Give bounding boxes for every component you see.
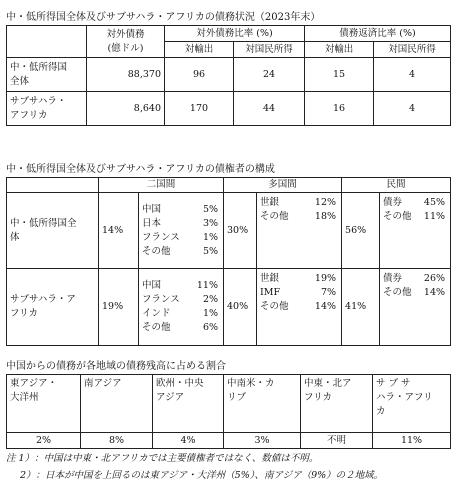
bilateral-breakdown [139, 269, 224, 346]
bilateral-total: 14% [99, 193, 139, 269]
region-header: 南アジア [81, 375, 153, 433]
region-header: 欧州・中央 アジア [153, 375, 224, 433]
header-exports: 対輸出 [165, 42, 234, 58]
header-exports: 対輸出 [305, 42, 374, 58]
debt-status-table [6, 25, 451, 126]
region-header: 東アジア・ 大洋州 [7, 375, 81, 433]
table-row [7, 193, 451, 269]
list-item: 世銀 19% [260, 273, 337, 284]
ratio-gni-value: 24 [234, 58, 305, 92]
row-label: 中・低所得国 全体 [7, 58, 87, 92]
row-label: 中・低所得国全 体 [7, 193, 99, 269]
multilateral-total: 30% [224, 193, 257, 269]
header-external-debt: 対外債務 (億ドル) [87, 26, 165, 58]
service-exports-value: 16 [305, 92, 374, 126]
list-item: その他 18% [260, 211, 337, 222]
header-empty [7, 178, 99, 193]
header-bilateral: 二国間 [99, 178, 224, 193]
service-gni-value: 4 [374, 58, 451, 92]
table-row [7, 269, 451, 346]
footnote-1: 注 1）：中国は中東・北アフリカでは主要債権者ではなく、数値は不明。 [6, 453, 319, 464]
region-header: サ ブ サ ハラ・アフリ カ [373, 375, 451, 433]
list-item: その他 11% [383, 211, 446, 222]
share-value: 4% [153, 433, 224, 449]
share-value: 3% [224, 433, 301, 449]
table-row [7, 58, 451, 92]
private-total: 41% [342, 269, 380, 346]
table-row [7, 433, 451, 449]
list-item: フランス 2% [142, 294, 219, 305]
list-item: その他 14% [260, 301, 337, 312]
external-debt-value: 88,370 [87, 58, 165, 92]
private-total: 56% [342, 193, 380, 269]
header-gni: 対国民所得 [374, 42, 451, 58]
multilateral-breakdown [257, 193, 342, 269]
table1-title: 中・低所得国全体及びサブサハラ・アフリカの債務状況（2023年末） [6, 12, 321, 23]
table2-title: 中・低所得国全体及びサブサハラ・アフリカの債権者の構成 [6, 164, 275, 175]
row-label: サブサハラ・ アフリカ [7, 92, 87, 126]
multilateral-breakdown [257, 269, 342, 346]
share-value: 2% [7, 433, 81, 449]
bilateral-total: 19% [99, 269, 139, 346]
list-item: IMF 7% [260, 287, 337, 298]
share-value: 不明 [301, 433, 373, 449]
region-header: 中南米・カ リブ [224, 375, 301, 433]
header-private: 民間 [342, 178, 451, 193]
private-breakdown [380, 269, 451, 346]
header-empty [7, 26, 87, 58]
service-exports-value: 15 [305, 58, 374, 92]
list-item: 中国 5% [142, 203, 219, 215]
list-item: フランス 1% [142, 231, 219, 243]
list-item: その他 14% [383, 287, 446, 298]
footnote-2: 2）：日本が中国を上回るのは東アジア・大洋州（5%）、南アジア（9%）の２地域。 [20, 470, 384, 481]
header-gni: 対国民所得 [234, 42, 305, 58]
multilateral-total: 40% [224, 269, 257, 346]
ratio-exports-value: 170 [165, 92, 234, 126]
table-row [7, 92, 451, 126]
external-debt-value: 8,640 [87, 92, 165, 126]
region-header: 中東・北ア フリカ [301, 375, 373, 433]
list-item: その他 6% [142, 322, 219, 333]
share-value: 8% [81, 433, 153, 449]
ratio-exports-value: 96 [165, 58, 234, 92]
list-item: 世銀 12% [260, 197, 337, 208]
share-value: 11% [373, 433, 451, 449]
creditor-composition-table [6, 177, 451, 346]
row-label: サブサハラ・ア フリカ [7, 269, 99, 346]
list-item: 中国 11% [142, 280, 219, 291]
private-breakdown [380, 193, 451, 269]
list-item: 日本 3% [142, 217, 219, 229]
list-item: 債券 45% [383, 197, 446, 208]
service-gni-value: 4 [374, 92, 451, 126]
ratio-gni-value: 44 [234, 92, 305, 126]
bilateral-breakdown [139, 193, 224, 269]
header-multilateral: 多国間 [224, 178, 342, 193]
header-debt-ratio: 対外債務比率 (%) [165, 26, 305, 42]
table3-title: 中国からの債務が各地域の債務残高に占める割合 [6, 361, 226, 372]
china-share-table [6, 374, 451, 449]
list-item: その他 5% [142, 245, 219, 257]
list-item: 債券 26% [383, 273, 446, 284]
list-item: インド 1% [142, 308, 219, 319]
footnotes [6, 450, 383, 484]
header-service-ratio: 債務返済比率 (%) [305, 26, 451, 42]
